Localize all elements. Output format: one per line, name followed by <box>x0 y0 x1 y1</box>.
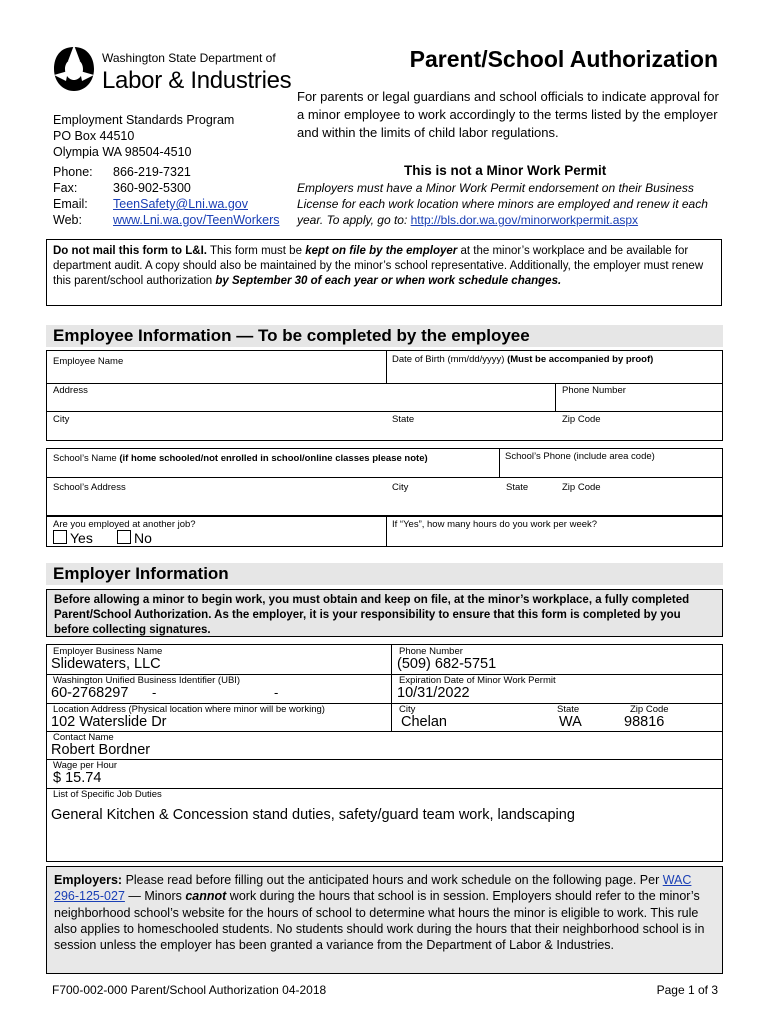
notice-text1: This form must be <box>206 245 306 257</box>
notice-bold: Do not mail this form to L&I. <box>53 245 207 257</box>
employer-phone-value[interactable]: (509) 682-5751 <box>397 656 497 672</box>
ubi-separator-2: - <box>274 685 279 700</box>
employer-note-box <box>46 866 723 974</box>
contact-name-label: Contact Name <box>53 732 114 743</box>
lni-logo-icon <box>52 45 96 93</box>
expiration-label: Expiration Date of Minor Work Permit <box>399 675 556 686</box>
hours-per-week-label: If “Yes”, how many hours do you work per week? <box>392 519 598 530</box>
address-label: Address <box>53 385 88 396</box>
page-title: Parent/School Authorization <box>409 46 718 72</box>
state-label: State <box>392 414 415 425</box>
employer-phone-label: Phone Number <box>399 646 463 657</box>
ubi-value[interactable]: 60-2768297 <box>51 685 129 701</box>
fax-value: 360-902-5300 <box>113 181 191 195</box>
job-duties-value[interactable]: General Kitchen & Concession stand duties, safety/guard team work, landscaping <box>51 807 575 823</box>
email-label: Email: <box>53 197 88 211</box>
contact-info <box>53 164 280 228</box>
permit-heading: This is not a Minor Work Permit <box>404 163 607 178</box>
no-checkbox[interactable] <box>117 530 131 544</box>
address-line3: Olympia WA 98504-4510 <box>53 145 192 159</box>
school-address-label: School’s Address <box>53 482 126 493</box>
other-job-grid <box>46 516 723 547</box>
employer-city-value[interactable]: Chelan <box>401 714 447 730</box>
employer-city-label: City <box>399 704 416 715</box>
city-label: City <box>53 414 70 425</box>
notice-emphasis2: by September 30 of each year or when work schedule changes. <box>215 275 562 287</box>
fax-label: Fax: <box>53 181 78 195</box>
employer-note-text2: — Minors <box>124 889 186 904</box>
contact-name-value[interactable]: Robert Bordner <box>51 742 151 758</box>
wage-label: Wage per Hour <box>53 760 118 771</box>
address-line2: PO Box 44510 <box>53 129 135 143</box>
ubi-separator-1: - <box>152 685 157 700</box>
email-link[interactable]: TeenSafety@Lni.wa.gov <box>113 197 248 211</box>
form-identifier: F700-002-000 Parent/School Authorization 04-2018 <box>52 983 327 997</box>
expiration-value[interactable]: 10/31/2022 <box>397 685 470 701</box>
wage-value[interactable]: $ 15.74 <box>53 770 102 786</box>
mailing-address <box>53 112 234 160</box>
school-city-label: City <box>392 482 409 493</box>
intro-text: For parents or legal guardians and school officials to indicate approval for a minor employee to work accordingly to the terms listed by the employer and within the limits of child labor regulations. <box>297 89 719 140</box>
job-duties-label: List of Specific Job Duties <box>53 789 162 800</box>
location-value[interactable]: 102 Waterslide Dr <box>51 714 167 730</box>
org-name-line2: Labor & Industries <box>102 67 292 94</box>
employer-state-value[interactable]: WA <box>559 714 582 730</box>
notice-box <box>46 239 722 306</box>
permit-link[interactable]: http://bls.dor.wa.gov/minorworkpermit.aspx <box>410 213 639 227</box>
employer-note-emphasis: cannot <box>185 889 227 904</box>
org-name-line1: Washington State Department of <box>102 51 276 65</box>
yes-checkbox[interactable] <box>53 530 67 544</box>
ubi-label: Washington Unified Business Identifier (UBI) <box>53 675 241 686</box>
employee-name-label: Employee Name <box>53 356 124 367</box>
phone-value: 866-219-7321 <box>113 165 191 179</box>
school-state-label: State <box>506 482 529 493</box>
yes-option[interactable]: Yes <box>53 530 93 546</box>
web-label: Web: <box>53 213 82 227</box>
permit-note <box>297 180 727 228</box>
dob-label: Date of Birth (mm/dd/yyyy) (Must be accompanied by proof) <box>392 354 654 365</box>
school-name-label: School’s Name (if home schooled/not enrolled in school/online classes please note) <box>53 453 428 464</box>
agency-logo <box>52 45 292 105</box>
permit-note-text: Employers must have a Minor Work Permit endorsement on their Business License for each work location where minors are employed and renew it each year. To apply, go to: <box>297 181 708 227</box>
employee-info-grid <box>46 350 723 441</box>
location-label: Location Address (Physical location where minor will be working) <box>53 704 325 715</box>
school-phone-label: School’s Phone (include area code) <box>505 451 655 462</box>
notice-text2: at the minor’s workplace and be available for department audit. A copy should also be maintained by the minor’s school representative. Additionally, the employer must renew this parent/school authorization <box>53 245 704 287</box>
employer-state-label: State <box>557 704 580 715</box>
other-job-label: Are you employed at another job? <box>53 519 196 530</box>
employer-section-header: Employer Information <box>46 563 723 585</box>
phone-label: Phone: <box>53 165 93 179</box>
employer-zip-label: Zip Code <box>630 704 669 715</box>
school-info-grid <box>46 448 723 516</box>
employer-note-bold: Employers: <box>54 873 123 887</box>
employer-zip-value[interactable]: 98816 <box>624 714 665 730</box>
business-name-value[interactable]: Slidewaters, LLC <box>51 656 161 672</box>
school-zip-label: Zip Code <box>562 482 601 493</box>
page-number: Page 1 of 3 <box>656 983 718 997</box>
wac-link[interactable]: WAC 296-125-027 <box>54 873 692 904</box>
no-option[interactable]: No <box>117 530 152 546</box>
employer-note-text3: work during the hours that school is in session. Employers should refer to the minor’s neighborhood school’s website for the hours of school to determine what hours the minor is eligible to work. This rule also applies to homeschooled students. No students should work during the hours that their neighborhood school is in session unless the employer has been granted a variance from the Department of Labor & Industries. <box>54 889 705 953</box>
address-line1: Employment Standards Program <box>53 113 235 127</box>
employer-info-grid <box>46 644 723 862</box>
notice-emphasis1: kept on file by the employer <box>305 245 458 257</box>
web-link[interactable]: www.Lni.wa.gov/TeenWorkers <box>113 213 280 227</box>
employee-section-header: Employee Information — To be completed by the employee <box>46 325 723 347</box>
zip-label: Zip Code <box>562 414 601 425</box>
employer-instructions: Before allowing a minor to begin work, you must obtain and keep on file, at the minor’s workplace, a fully completed Parent/School Authorization. As the employer, it is your responsibility to ensure that this form is completed by you before collecting signatures. <box>46 589 723 637</box>
employer-note-text1: Please read before filling out the anticipated hours and work schedule on the following page. Per <box>122 873 663 887</box>
business-name-label: Employer Business Name <box>53 646 163 657</box>
phone-number-label: Phone Number <box>562 385 626 396</box>
